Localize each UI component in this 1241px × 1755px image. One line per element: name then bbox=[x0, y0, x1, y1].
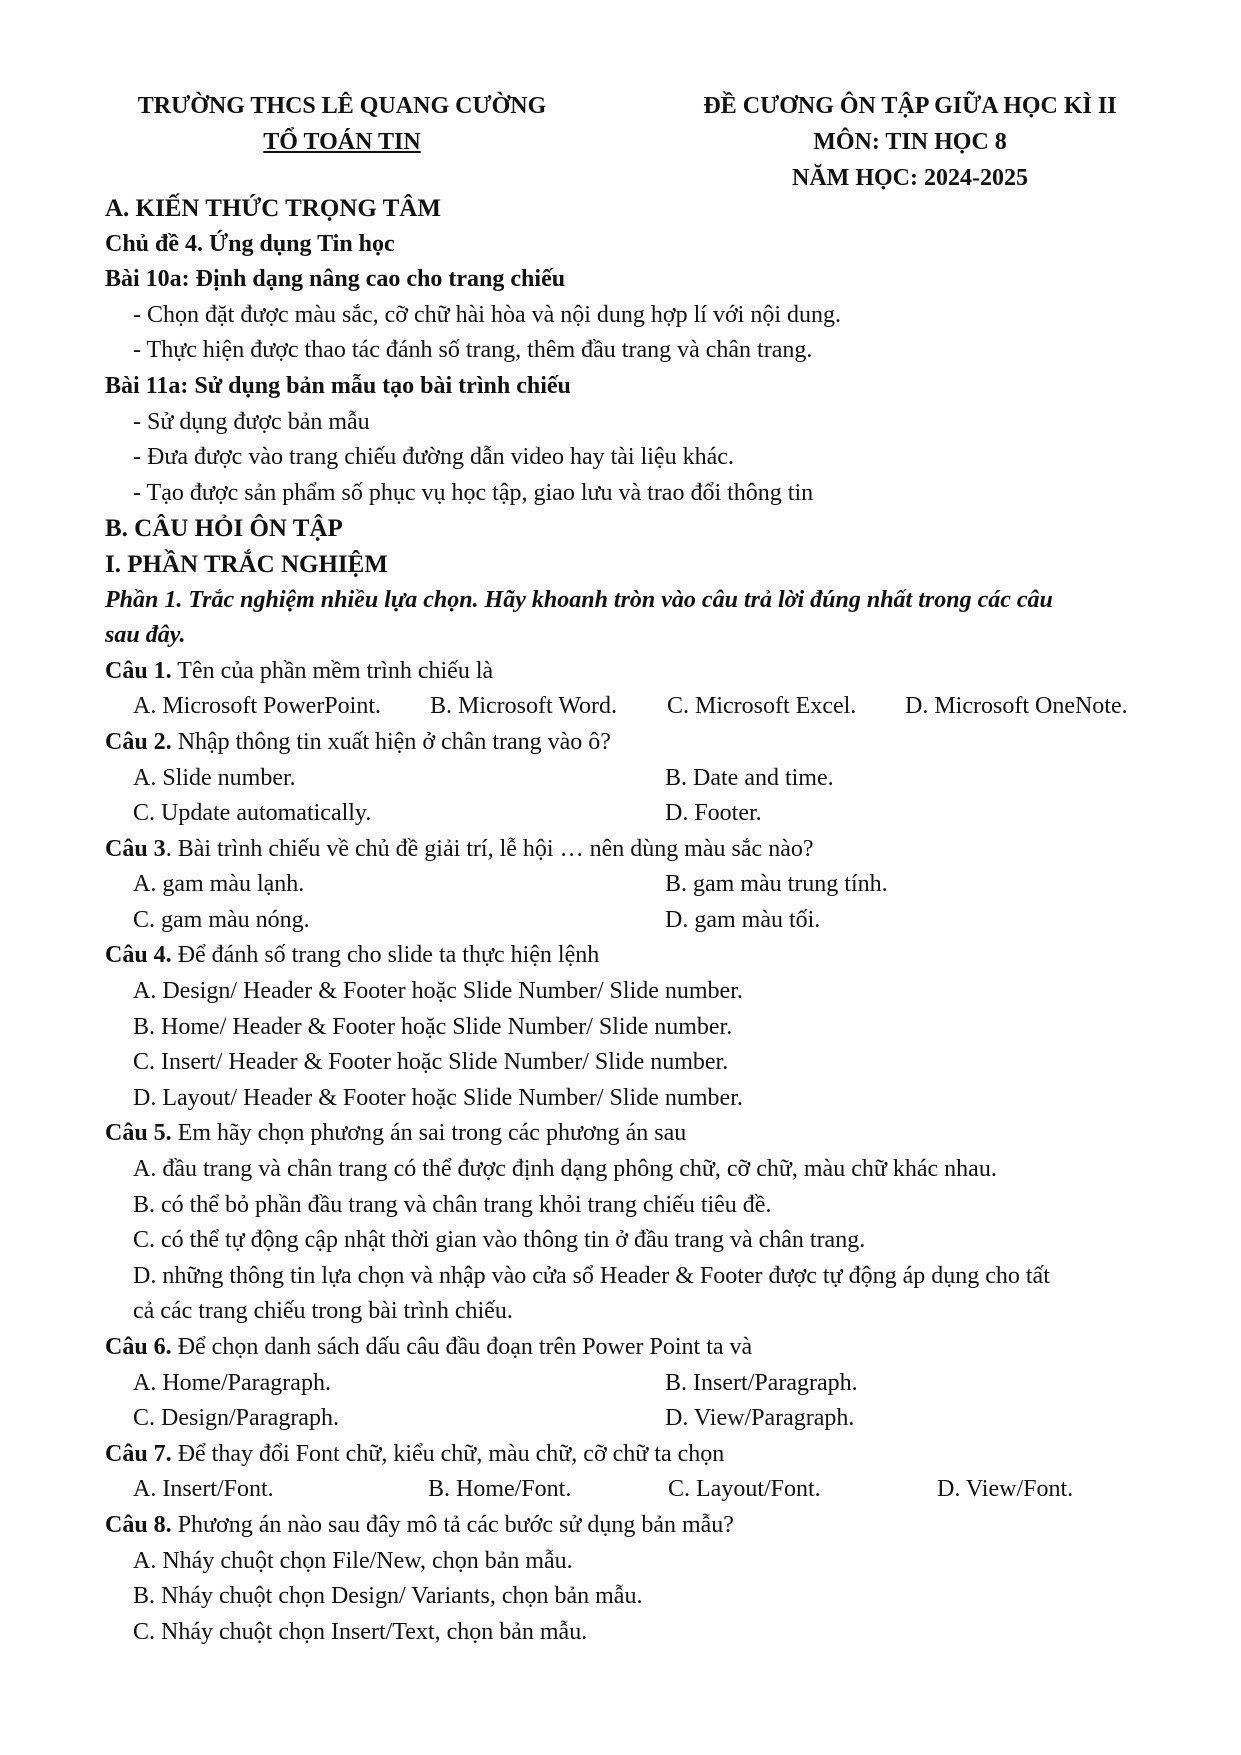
question-number: Câu 1. bbox=[105, 657, 172, 684]
topic-heading: Chủ đề 4. Ứng dụng Tin học bbox=[105, 230, 395, 257]
school-name: TRƯỜNG THCS LÊ QUANG CƯỜNG bbox=[137, 93, 547, 119]
options-row bbox=[105, 761, 1160, 797]
option-c[interactable]: C. gam màu nóng. bbox=[133, 906, 310, 933]
lesson-10-heading: Bài 10a: Định dạng nâng cao cho trang chiếu bbox=[105, 266, 566, 293]
options-row bbox=[105, 903, 1160, 939]
option-d[interactable]: D. View/Paragraph. bbox=[665, 1405, 855, 1432]
question-6 bbox=[105, 1330, 1160, 1366]
options-row bbox=[105, 867, 1160, 903]
option-b[interactable]: B. gam màu trung tính. bbox=[665, 871, 888, 898]
header-right bbox=[640, 88, 1180, 196]
question-2 bbox=[105, 725, 1160, 761]
option-a[interactable]: A. Nháy chuột chọn File/New, chọn bản mẫu. bbox=[133, 1547, 573, 1574]
question-text: Tên của phần mềm trình chiếu là bbox=[171, 657, 494, 684]
question-number: Câu 5. bbox=[105, 1120, 172, 1147]
question-number: Câu 3 bbox=[105, 835, 166, 862]
option-b[interactable]: B. có thể bỏ phần đầu trang và chân trang khỏi trang chiếu tiêu đề. bbox=[133, 1191, 772, 1218]
option-a[interactable]: A. Slide number. bbox=[133, 764, 296, 791]
document-title: ĐỀ CƯƠNG ÔN TẬP GIỮA HỌC KÌ II bbox=[703, 93, 1117, 119]
header-left bbox=[92, 88, 592, 160]
question-number: Câu 6. bbox=[105, 1334, 172, 1360]
instruction-line: sau đây. bbox=[105, 622, 186, 649]
question-number: Câu 4. bbox=[105, 942, 172, 969]
question-text: Phương án nào sau đây mô tả các bước sử dụng bản mẫu? bbox=[171, 1511, 734, 1538]
question-text: Để đánh số trang cho slide ta thực hiện lệnh bbox=[171, 942, 600, 969]
option-c[interactable]: C. Nháy chuột chọn Insert/Text, chọn bản mẫu. bbox=[133, 1618, 588, 1645]
options-row bbox=[105, 1401, 1160, 1437]
option-d[interactable]: D. Footer. bbox=[665, 800, 762, 827]
option-c[interactable]: C. Microsoft Excel. bbox=[667, 693, 857, 720]
instruction-line: Phần 1. Trắc nghiệm nhiều lựa chọn. Hãy khoanh tròn vào câu trả lời đúng nhất trong các câu bbox=[105, 586, 1053, 613]
option-d-continued[interactable]: cả các trang chiếu trong bài trình chiếu. bbox=[133, 1298, 513, 1325]
option-a[interactable]: A. Insert/Font. bbox=[133, 1476, 274, 1503]
document-body bbox=[105, 191, 1160, 1650]
question-text: Em hãy chọn phương án sai trong các phương án sau bbox=[171, 1120, 687, 1147]
lesson-11-heading: Bài 11a: Sử dụng bản mẫu tạo bài trình chiếu bbox=[105, 372, 571, 399]
section-b-title: B. CÂU HỎI ÔN TẬP bbox=[105, 515, 343, 543]
option-b[interactable]: B. Date and time. bbox=[665, 764, 834, 791]
question-5 bbox=[105, 1116, 1160, 1152]
option-a[interactable]: A. Home/Paragraph. bbox=[133, 1369, 331, 1396]
question-text: Để chọn danh sách dấu câu đầu đoạn trên Power Point ta và bbox=[171, 1334, 753, 1360]
question-text: . Bài trình chiếu về chủ đề giải trí, lễ hội … nên dùng màu sắc nào? bbox=[165, 835, 814, 862]
option-d[interactable]: D. gam màu tối. bbox=[665, 906, 821, 933]
option-c[interactable]: C. Insert/ Header & Footer hoặc Slide Number/ Slide number. bbox=[133, 1049, 729, 1076]
question-text: Để thay đổi Font chữ, kiểu chữ, màu chữ, cỡ chữ ta chọn bbox=[171, 1440, 725, 1467]
lesson-10-item: - Chọn đặt được màu sắc, cỡ chữ hài hòa và nội dung hợp lí với nội dung. bbox=[133, 301, 841, 328]
option-a[interactable]: A. Microsoft PowerPoint. bbox=[133, 693, 381, 720]
part-one-title: I. PHẦN TRẮC NGHIỆM bbox=[105, 550, 388, 578]
question-4 bbox=[105, 938, 1160, 974]
options-row bbox=[105, 1472, 1160, 1508]
options-row bbox=[105, 796, 1160, 832]
question-text: Nhập thông tin xuất hiện ở chân trang vào ô? bbox=[171, 728, 611, 755]
school-year: NĂM HỌC: 2024-2025 bbox=[792, 165, 1028, 191]
question-number: Câu 8. bbox=[105, 1511, 172, 1538]
question-number: Câu 2. bbox=[105, 728, 172, 755]
option-c[interactable]: C. Update automatically. bbox=[133, 800, 372, 827]
options-row bbox=[105, 1366, 1160, 1402]
question-1 bbox=[105, 654, 1160, 690]
lesson-11-item: - Sử dụng được bản mẫu bbox=[133, 408, 370, 435]
option-a[interactable]: A. gam màu lạnh. bbox=[133, 871, 305, 898]
lesson-11-item: - Đưa được vào trang chiếu đường dẫn video hay tài liệu khác. bbox=[133, 444, 734, 471]
option-c[interactable]: C. Layout/Font. bbox=[668, 1476, 821, 1503]
options-row bbox=[105, 689, 1160, 725]
option-d[interactable]: D. những thông tin lựa chọn và nhập vào cửa sổ Header & Footer được tự động áp dụng cho tất bbox=[133, 1262, 1050, 1289]
option-a[interactable]: A. đầu trang và chân trang có thể được định dạng phông chữ, cỡ chữ, màu chữ khác nhau. bbox=[133, 1156, 997, 1183]
question-3 bbox=[105, 832, 1160, 868]
department-name: TỔ TOÁN TIN bbox=[263, 129, 421, 155]
option-d[interactable]: D. Microsoft OneNote. bbox=[905, 693, 1128, 720]
question-8 bbox=[105, 1508, 1160, 1544]
option-b[interactable]: B. Insert/Paragraph. bbox=[665, 1369, 858, 1396]
subject-line: MÔN: TIN HỌC 8 bbox=[813, 129, 1007, 155]
question-7 bbox=[105, 1437, 1160, 1473]
lesson-11-item: - Tạo được sản phẩm số phục vụ học tập, giao lưu và trao đổi thông tin bbox=[133, 479, 814, 506]
option-a[interactable]: A. Design/ Header & Footer hoặc Slide Number/ Slide number. bbox=[133, 978, 743, 1005]
option-b[interactable]: B. Home/Font. bbox=[428, 1476, 572, 1503]
option-c[interactable]: C. có thể tự động cập nhật thời gian vào thông tin ở đầu trang và chân trang. bbox=[133, 1227, 866, 1254]
lesson-10-item: - Thực hiện được thao tác đánh số trang, thêm đầu trang và chân trang. bbox=[133, 337, 813, 364]
option-b[interactable]: B. Nháy chuột chọn Design/ Variants, chọn bản mẫu. bbox=[133, 1583, 643, 1610]
option-d[interactable]: D. View/Font. bbox=[937, 1476, 1074, 1503]
question-number: Câu 7. bbox=[105, 1440, 172, 1467]
option-b[interactable]: B. Home/ Header & Footer hoặc Slide Number/ Slide number. bbox=[133, 1013, 733, 1040]
section-a-title: A. KIẾN THỨC TRỌNG TÂM bbox=[105, 195, 441, 222]
option-b[interactable]: B. Microsoft Word. bbox=[430, 693, 617, 720]
option-c[interactable]: C. Design/Paragraph. bbox=[133, 1405, 339, 1432]
option-d[interactable]: D. Layout/ Header & Footer hoặc Slide Number/ Slide number. bbox=[133, 1084, 743, 1111]
